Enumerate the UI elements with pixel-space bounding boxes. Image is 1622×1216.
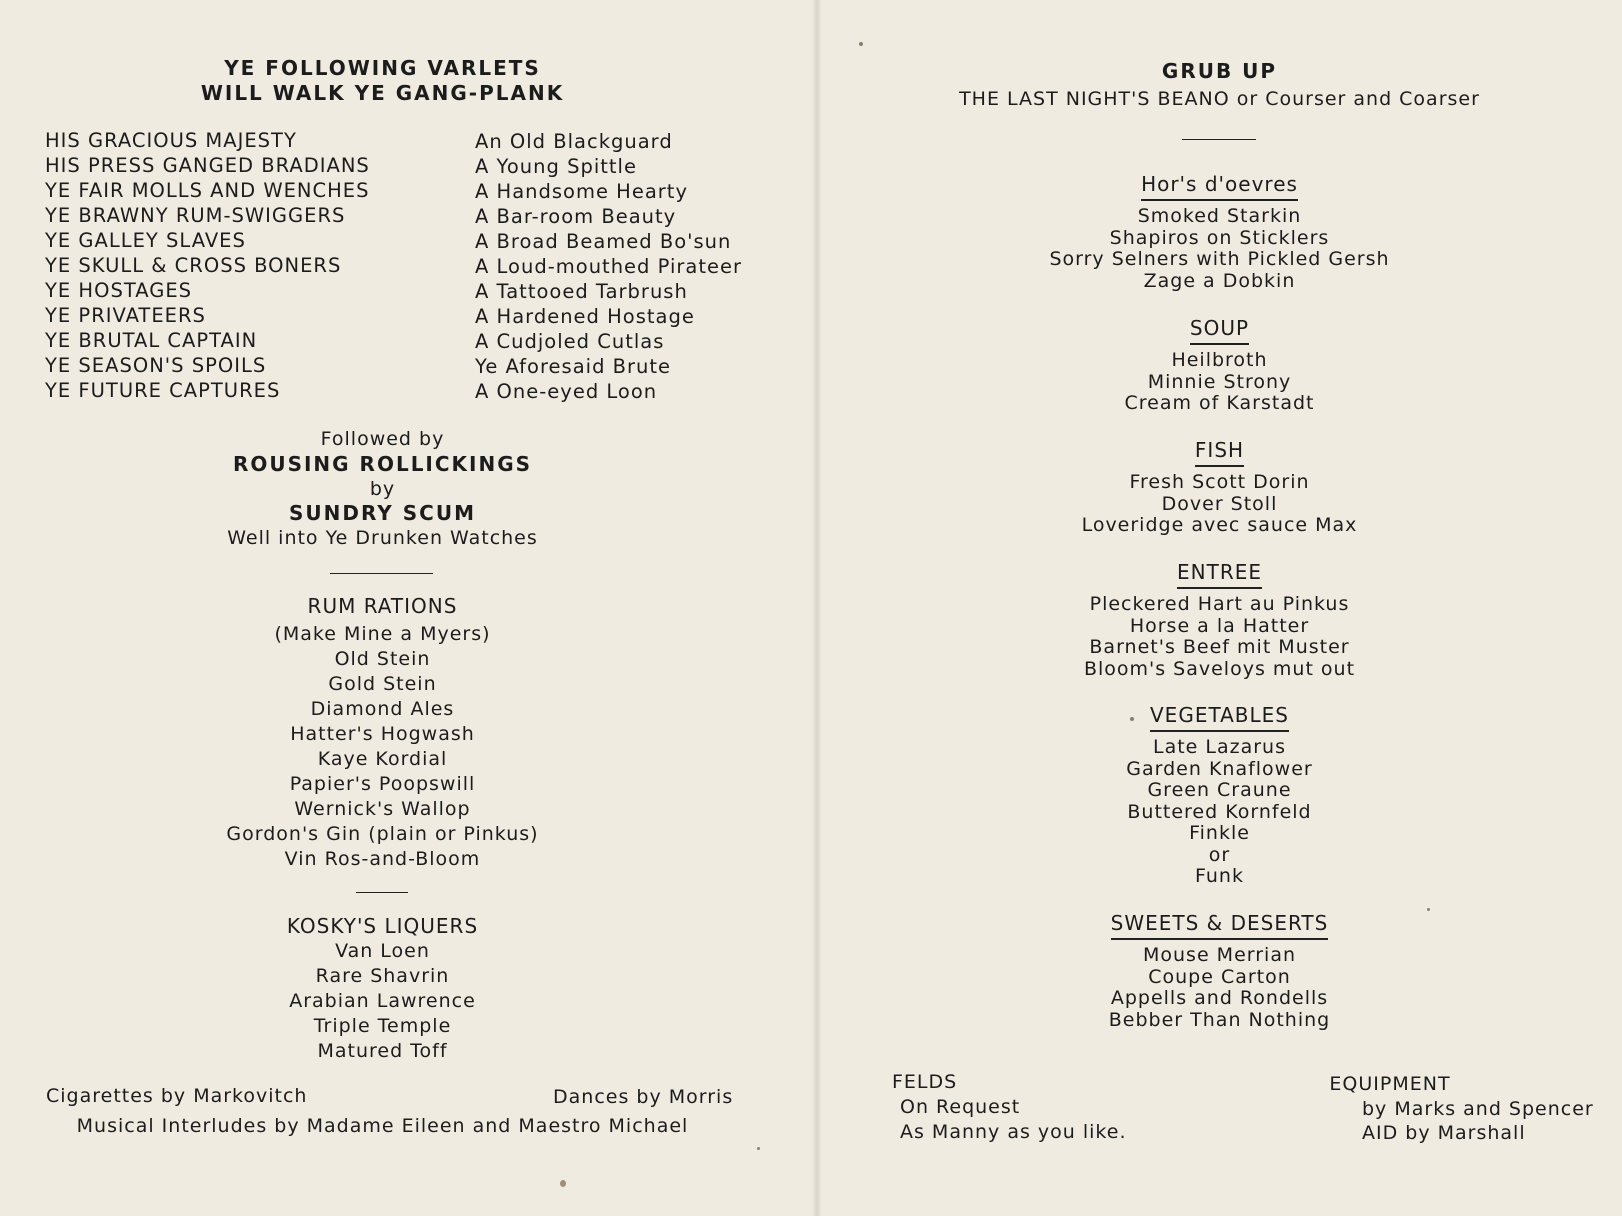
menu-item: Pleckered Hart au Pinkus	[1089, 593, 1350, 615]
by-text: by	[369, 478, 396, 500]
drink-item: Gordon's Gin (plain or Pinkus)	[226, 823, 539, 845]
felds-line1: On Request	[900, 1096, 1021, 1118]
cast-role: YE GALLEY SLAVES	[45, 229, 246, 252]
cigarettes-credit: Cigarettes by Markovitch	[46, 1085, 308, 1107]
rousing-rollickings-heading: ROUSING ROLLICKINGS	[232, 452, 533, 476]
cast-role: YE BRUTAL CAPTAIN	[45, 329, 258, 352]
cast-character: A Hardened Hostage	[475, 305, 695, 328]
menu-item: Garden Knaflower	[1126, 757, 1313, 780]
drunken-watches-text: Well into Ye Drunken Watches	[227, 527, 538, 549]
liquer-item: Van Loen	[335, 940, 430, 962]
dances-credit: Dances by Morris	[553, 1086, 734, 1108]
menu-item: Bebber Than Nothing	[1108, 1008, 1331, 1031]
liquers-heading: KOSKY'S LIQUERS	[286, 914, 479, 938]
menu-item: Green Craune	[1147, 779, 1292, 801]
cast-role: YE SEASON'S SPOILS	[45, 354, 267, 377]
menu-item: Horse a la Hatter	[1129, 614, 1310, 637]
liquer-item: Triple Temple	[313, 1015, 452, 1037]
cast-role: YE SKULL & CROSS BONERS	[45, 254, 342, 277]
cast-role: YE FUTURE CAPTURES	[45, 379, 281, 402]
felds-heading: FELDS	[892, 1071, 958, 1093]
menu-item: or	[1208, 843, 1231, 866]
liquer-item: Matured Toff	[317, 1040, 448, 1062]
menu-item: Dover Stoll	[1161, 492, 1278, 515]
menu-section-entree	[817, 559, 1622, 680]
menu-item: Heilbroth	[1171, 349, 1268, 371]
cast-character: A One-eyed Loon	[475, 380, 658, 403]
cast-character: A Cudjoled Cutlas	[475, 330, 665, 353]
paper-speck	[560, 1180, 566, 1187]
divider	[330, 573, 433, 574]
cast-role: HIS PRESS GANGED BRADIANS	[45, 154, 370, 177]
drink-item: Diamond Ales	[310, 698, 455, 720]
cast-role: YE HOSTAGES	[45, 279, 193, 302]
cast-list-characters	[475, 129, 742, 404]
section-heading: VEGETABLES	[1150, 702, 1289, 732]
musical-interludes-credit: Musical Interludes by Madame Eileen and Maestro Michael	[76, 1115, 689, 1137]
left-title-line2: WILL WALK YE GANG-PLANK	[200, 81, 565, 105]
menu-section-fish	[817, 437, 1622, 537]
drink-item: Papier's Poopswill	[289, 773, 476, 795]
cast-character: A Young Spittle	[475, 155, 637, 178]
equipment-line2: AID by Marshall	[1362, 1122, 1526, 1144]
section-heading: ENTREE	[1177, 559, 1262, 589]
liquers-list	[0, 939, 765, 1064]
section-heading: SWEETS & DESERTS	[1111, 910, 1329, 940]
section-heading: SOUP	[1190, 315, 1249, 345]
drink-item: (Make Mine a Myers)	[274, 623, 491, 645]
menu-section-vegetables	[817, 702, 1622, 888]
menu-item: Barnet's Beef mit Muster	[1089, 636, 1350, 658]
felds-line2: As Manny as you like.	[900, 1121, 1127, 1143]
cast-character: A Tattooed Tarbrush	[475, 280, 688, 303]
menu-item: Late Lazarus	[1152, 736, 1286, 758]
section-heading: Hor's d'oevres	[1141, 171, 1298, 201]
liquer-item: Rare Shavrin	[315, 965, 450, 987]
section-heading: FISH	[1195, 437, 1244, 467]
cast-role: YE PRIVATEERS	[45, 304, 206, 327]
menu-item: Smoked Starkin	[1137, 205, 1302, 227]
drink-item: Hatter's Hogwash	[290, 723, 475, 745]
menu-item: Shapiros on Sticklers	[1109, 226, 1330, 249]
menu-item: Cream of Karstadt	[1124, 392, 1315, 414]
menu-item: Zage a Dobkin	[1143, 269, 1296, 292]
grub-up-title: GRUB UP	[1161, 59, 1278, 83]
rum-rations-heading: RUM RATIONS	[307, 594, 458, 618]
menu-item: Loveridge avec sauce Max	[1081, 514, 1358, 536]
menu-section-soup	[817, 315, 1622, 415]
left-title-line1: YE FOLLOWING VARLETS	[224, 56, 541, 80]
cast-character: A Broad Beamed Bo'sun	[475, 230, 732, 253]
cast-role: YE FAIR MOLLS AND WENCHES	[45, 179, 370, 202]
drink-item: Gold Stein	[328, 673, 437, 695]
equipment-heading: EQUIPMENT	[1329, 1073, 1451, 1095]
cast-character: A Loud-mouthed Pirateer	[475, 255, 742, 278]
followed-by-text: Followed by	[320, 428, 445, 450]
drink-item: Vin Ros-and-Bloom	[284, 848, 481, 870]
menu-section-sweets	[817, 910, 1622, 1031]
drink-item: Kaye Kordial	[317, 748, 448, 770]
cast-character: A Handsome Hearty	[475, 180, 688, 203]
cast-role: YE BRAWNY RUM-SWIGGERS	[45, 204, 346, 227]
paper-speck	[1427, 908, 1430, 911]
menu-item: Finkle	[1189, 822, 1250, 844]
right-page	[817, 0, 1622, 1216]
menu-item: Fresh Scott Dorin	[1129, 471, 1310, 493]
paper-speck	[859, 42, 863, 46]
menu-item: Coupe Carton	[1148, 965, 1291, 988]
rum-rations-list	[0, 622, 765, 872]
sundry-scum-heading: SUNDRY SCUM	[289, 501, 476, 525]
menu-item: Sorry Selners with Pickled Gersh	[1049, 248, 1390, 270]
grub-up-subtitle: THE LAST NIGHT'S BEANO or Courser and Coarser	[959, 88, 1480, 110]
divider	[1182, 139, 1256, 140]
paper-speck	[1130, 717, 1134, 721]
drink-item: Old Stein	[334, 648, 431, 670]
cast-character: An Old Blackguard	[475, 130, 673, 153]
drink-item: Wernick's Wallop	[294, 798, 471, 820]
paper-speck	[757, 1147, 760, 1150]
menu-item: Mouse Merrian	[1142, 944, 1297, 966]
equipment-line1: by Marks and Spencer	[1362, 1098, 1594, 1120]
cast-character: Ye Aforesaid Brute	[475, 355, 672, 378]
menu-item: Appells and Rondells	[1110, 987, 1329, 1009]
liquer-item: Arabian Lawrence	[289, 990, 476, 1012]
menu-item: Buttered Kornfeld	[1127, 800, 1312, 823]
menu-item: Minnie Strony	[1147, 370, 1292, 393]
cast-role: HIS GRACIOUS MAJESTY	[45, 129, 297, 152]
menu-item: Bloom's Saveloys mut out	[1083, 657, 1356, 680]
menu-item: Funk	[1195, 865, 1244, 887]
cast-list-roles	[45, 128, 370, 403]
divider	[356, 892, 408, 893]
menu-section-hors-doeuvres	[817, 171, 1622, 292]
cast-character: A Bar-room Beauty	[475, 205, 677, 228]
